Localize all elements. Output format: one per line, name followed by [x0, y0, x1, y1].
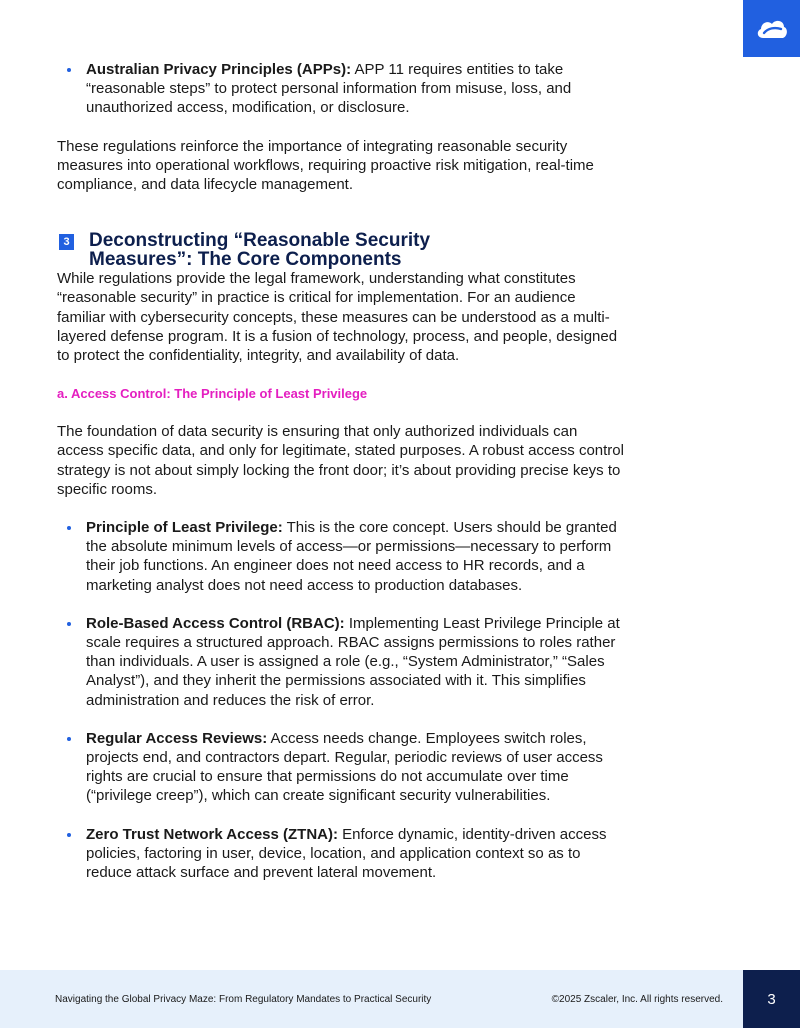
list-item — [57, 518, 627, 595]
list-item — [57, 729, 627, 806]
bullet-text: Enforce dynamic, identity-driven access policies, factoring in user, device, location, and application context so as to reduce attack surface and prevent lateral movement. — [86, 825, 607, 882]
footer-document-title: Navigating the Global Privacy Maze: From Regulatory Mandates to Practical Security — [55, 994, 432, 1005]
zscaler-cloud-icon — [755, 16, 789, 42]
bullet-text: APP 11 requires entities to take “reasonable steps” to protect personal information from misuse, loss, and unauthorized access, modification, or disclosure. — [86, 61, 572, 117]
bullet-text: This is the core concept. Users should be granted the absolute minimum levels of access—or permissions—necessary to perform their job functions. An engineer does not need access to HR records, and a marketing analyst does not need access to production databases. — [86, 519, 617, 594]
intro-paragraph: These regulations reinforce the importance of integrating reasonable security measures into operational workflows, requiring proactive risk mitigation, real-time compliance, and data lifecycle management. — [57, 137, 594, 194]
section-title-line-1: Deconstructing “Reasonable Security — [89, 230, 431, 252]
section-number-badge: 3 — [59, 234, 74, 250]
section-paragraph: While regulations provide the legal framework, understanding what constitutes “reasonable security” in practice is critical for implementation. For an audience familiar with cybersecurity concepts, these measures can be understood as a multi-layered defense program. It is a fusion of technology, process, and people, designed to protect the confidentiality, integrity, and availability of data. — [57, 270, 618, 365]
intro-bullet-list — [57, 60, 627, 118]
bullet-text: Implementing Least Privilege Principle at scale requires a structured approach. RBAC assigns permissions to roles rather than individuals. A user is assigned a role (e.g., “System Administrator,” “Sales Analyst”), and they inherit the permissions associated with it. This simplifies administration and reduces the risk of error. — [86, 614, 620, 709]
list-item — [57, 614, 627, 710]
footer-copyright: ©2025 Zscaler, Inc. All rights reserved. — [551, 994, 723, 1005]
page-footer — [0, 970, 800, 1028]
subsection-title: a. Access Control: The Principle of Least Privilege — [57, 386, 368, 402]
section-title — [89, 231, 627, 269]
bullet-term: Zero Trust Network Access (ZTNA): — [86, 825, 338, 843]
subsection-paragraph: The foundation of data security is ensuring that only authorized individuals can access specific data, and only for legitimate, stated purposes. A robust access control strategy is not about simply locking the front door; it’s about providing precise keys to specific rooms. — [57, 423, 624, 498]
page-number: 3 — [743, 970, 800, 1028]
logo-tab — [743, 0, 800, 57]
page-content — [57, 60, 627, 882]
bullet-term: Australian Privacy Principles (APPs): — [86, 61, 352, 78]
list-item — [57, 60, 627, 118]
section-title-line-2: Measures”: The Core Components — [89, 249, 402, 271]
bullet-term: Principle of Least Privilege: — [86, 519, 283, 537]
section-heading — [57, 231, 627, 269]
bullet-term: Role-Based Access Control (RBAC): — [86, 614, 345, 632]
access-control-bullet-list — [57, 518, 627, 882]
bullet-term: Regular Access Reviews: — [86, 729, 268, 747]
list-item — [57, 825, 627, 883]
bullet-text: Access needs change. Employees switch roles, projects end, and contractors depart. Regular, periodic reviews of user access rights are crucial to ensure that permissions do not accumulate over time (“privilege creep”), which can create significant security vulnerabilities. — [86, 729, 603, 805]
